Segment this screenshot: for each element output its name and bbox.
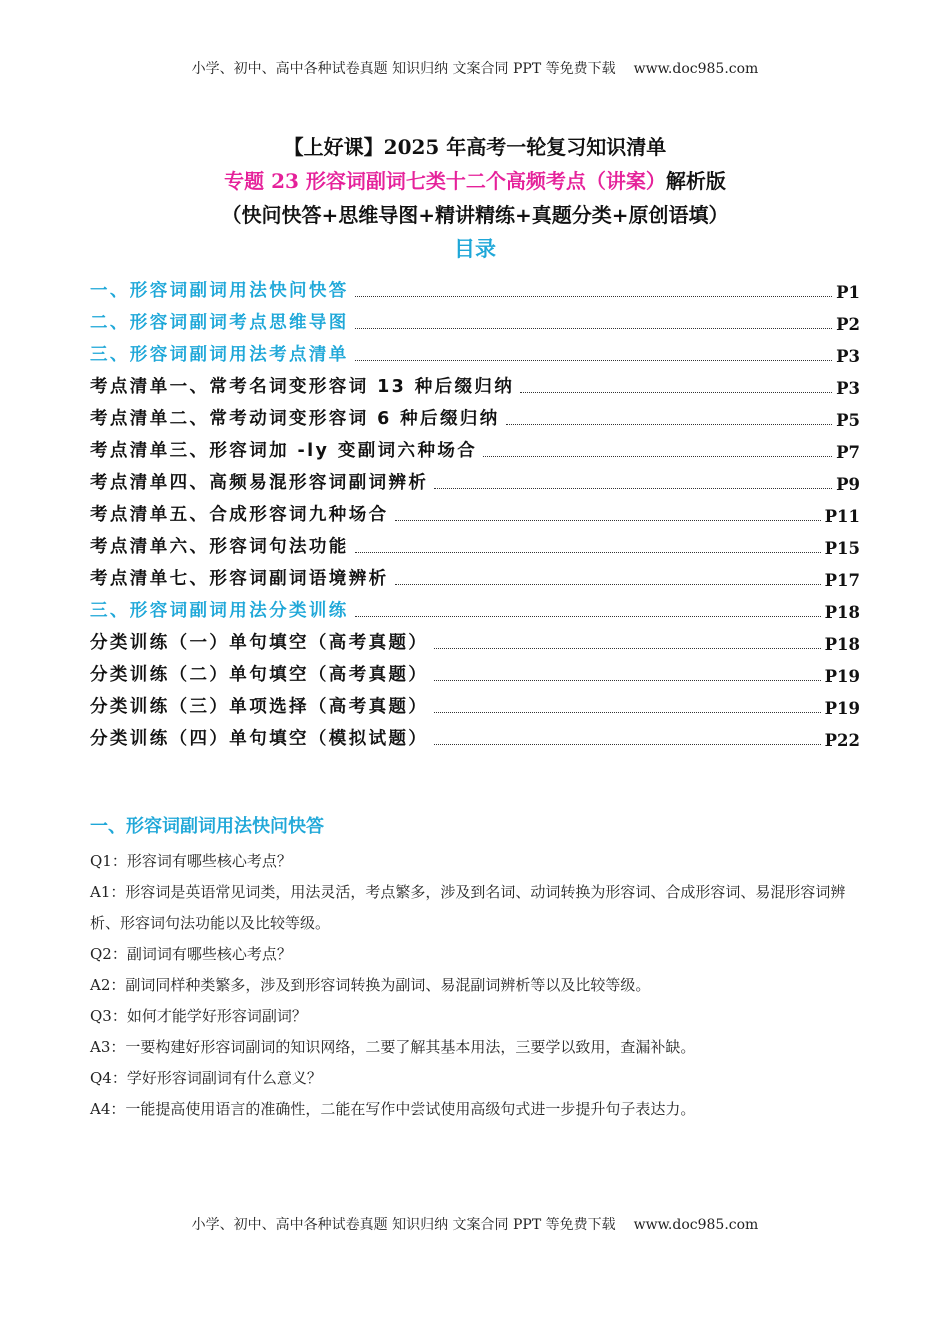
toc-dot-leader — [506, 424, 832, 425]
toc-entry-label: 分类训练（三）单项选择（高考真题） — [90, 697, 429, 717]
header-url[interactable]: www.doc985.com — [633, 61, 759, 77]
doc-title: 【上好课】2025 年高考一轮复习知识清单 — [283, 135, 667, 159]
qa-question: Q4：学好形容词副词有什么意义？ — [90, 1069, 322, 1087]
section-heading: 一、形容词副词用法快问快答 — [90, 816, 324, 837]
toc-entry[interactable] — [90, 494, 860, 526]
qa-answer: A2：副词同样种类繁多，涉及到形容词转换为副词、易混副词辨析等以及比较等级。 — [90, 976, 651, 994]
toc-dot-leader — [355, 360, 832, 361]
toc-entry[interactable] — [90, 462, 860, 494]
toc-entry-page: P2 — [836, 315, 860, 334]
toc-entry-page: P18 — [824, 635, 860, 654]
qa-answer: A1：形容词是英语常见词类，用法灵活，考点繁多，涉及到名词、动词转换为形容词、合成形容词、易混形容词辨析、形容词句法功能以及比较等级。 — [90, 883, 846, 932]
qa-question: Q1：形容词有哪些核心考点？ — [90, 852, 292, 870]
toc-entry[interactable] — [90, 622, 860, 654]
toc-dot-leader — [355, 552, 821, 553]
toc-entry-page: P1 — [836, 283, 860, 302]
doc-subtitle — [0, 164, 950, 198]
table-of-contents — [90, 270, 860, 750]
toc-entry-label: 一、形容词副词用法快问快答 — [90, 281, 349, 301]
footer-url[interactable]: www.doc985.com — [633, 1217, 759, 1233]
toc-dot-leader — [434, 744, 820, 745]
toc-entry-label: 分类训练（四）单句填空（模拟试题） — [90, 729, 429, 749]
toc-entry-page: P19 — [824, 667, 860, 686]
toc-dot-leader — [434, 712, 820, 713]
footer-text: 小学、初中、高中各种试卷真题 知识归纳 文案合同 PPT 等免费下载 — [191, 1217, 616, 1233]
toc-entry[interactable] — [90, 302, 860, 334]
toc-entry[interactable] — [90, 526, 860, 558]
toc-entry[interactable] — [90, 718, 860, 750]
doc-subtitle-topic: 专题 23 形容词副词七类十二个高频考点（讲案） — [224, 169, 666, 193]
toc-entry[interactable] — [90, 654, 860, 686]
toc-entry-label: 二、形容词副词考点思维导图 — [90, 313, 349, 333]
toc-entry-label: 三、形容词副词用法分类训练 — [90, 601, 349, 621]
toc-entry-label: 分类训练（一）单句填空（高考真题） — [90, 633, 429, 653]
toc-entry-page: P3 — [836, 379, 860, 398]
toc-entry-label: 考点清单一、常考名词变形容词 13 种后缀归纳 — [90, 377, 515, 397]
toc-entry-label: 考点清单三、形容词加 -ly 变副词六种场合 — [90, 441, 478, 461]
page-footer — [0, 1214, 950, 1234]
toc-dot-leader — [355, 616, 821, 617]
section-quick-qa — [90, 812, 860, 1125]
title-block — [0, 130, 950, 266]
toc-entry-page: P17 — [824, 571, 860, 590]
toc-entry-page: P18 — [824, 603, 860, 622]
toc-entry-page: P19 — [824, 699, 860, 718]
qa-question: Q3：如何才能学好形容词副词？ — [90, 1007, 307, 1025]
toc-entry-page: P22 — [824, 731, 860, 750]
toc-entry[interactable] — [90, 398, 860, 430]
toc-dot-leader — [395, 520, 821, 521]
toc-entry-label: 三、形容词副词用法考点清单 — [90, 345, 349, 365]
qa-answer: A4：一能提高使用语言的准确性，二能在写作中尝试使用高级句式进一步提升句子表达力。 — [90, 1100, 696, 1118]
toc-entry[interactable] — [90, 270, 860, 302]
toc-entry-label: 考点清单二、常考动词变形容词 6 种后缀归纳 — [90, 409, 500, 429]
toc-dot-leader — [434, 680, 820, 681]
toc-heading: 目录 — [454, 236, 496, 261]
doc-subtitle-version: 解析版 — [665, 169, 726, 193]
toc-entry-label: 考点清单四、高频易混形容词副词辨析 — [90, 473, 429, 493]
toc-dot-leader — [434, 488, 832, 489]
toc-entry-page: P5 — [836, 411, 860, 430]
toc-dot-leader — [355, 328, 832, 329]
toc-dot-leader — [434, 648, 820, 649]
toc-entry-label: 考点清单六、形容词句法功能 — [90, 537, 349, 557]
toc-dot-leader — [395, 584, 821, 585]
toc-entry[interactable] — [90, 430, 860, 462]
toc-entry-page: P3 — [836, 347, 860, 366]
toc-entry-page: P15 — [824, 539, 860, 558]
toc-entry-label: 考点清单七、形容词副词语境辨析 — [90, 569, 389, 589]
qa-list — [90, 846, 860, 1125]
toc-entry[interactable] — [90, 558, 860, 590]
toc-dot-leader — [355, 296, 832, 297]
toc-dot-leader — [520, 392, 832, 393]
toc-entry[interactable] — [90, 334, 860, 366]
toc-entry-page: P9 — [836, 475, 860, 494]
toc-dot-leader — [483, 456, 832, 457]
toc-entry-label: 考点清单五、合成形容词九种场合 — [90, 505, 389, 525]
toc-entry-page: P11 — [824, 507, 860, 526]
toc-entry-page: P7 — [836, 443, 860, 462]
toc-entry[interactable] — [90, 590, 860, 622]
qa-answer: A3：一要构建好形容词副词的知识网络，二要了解其基本用法，三要学以致用，查漏补缺。 — [90, 1038, 696, 1056]
header-text: 小学、初中、高中各种试卷真题 知识归纳 文案合同 PPT 等免费下载 — [191, 61, 616, 77]
toc-entry-label: 分类训练（二）单句填空（高考真题） — [90, 665, 429, 685]
toc-entry[interactable] — [90, 686, 860, 718]
toc-entry[interactable] — [90, 366, 860, 398]
page-header — [0, 58, 950, 78]
qa-question: Q2：副词词有哪些核心考点？ — [90, 945, 292, 963]
doc-subtitle-features: （快问快答+思维导图+精讲精练+真题分类+原创语填） — [221, 203, 729, 227]
